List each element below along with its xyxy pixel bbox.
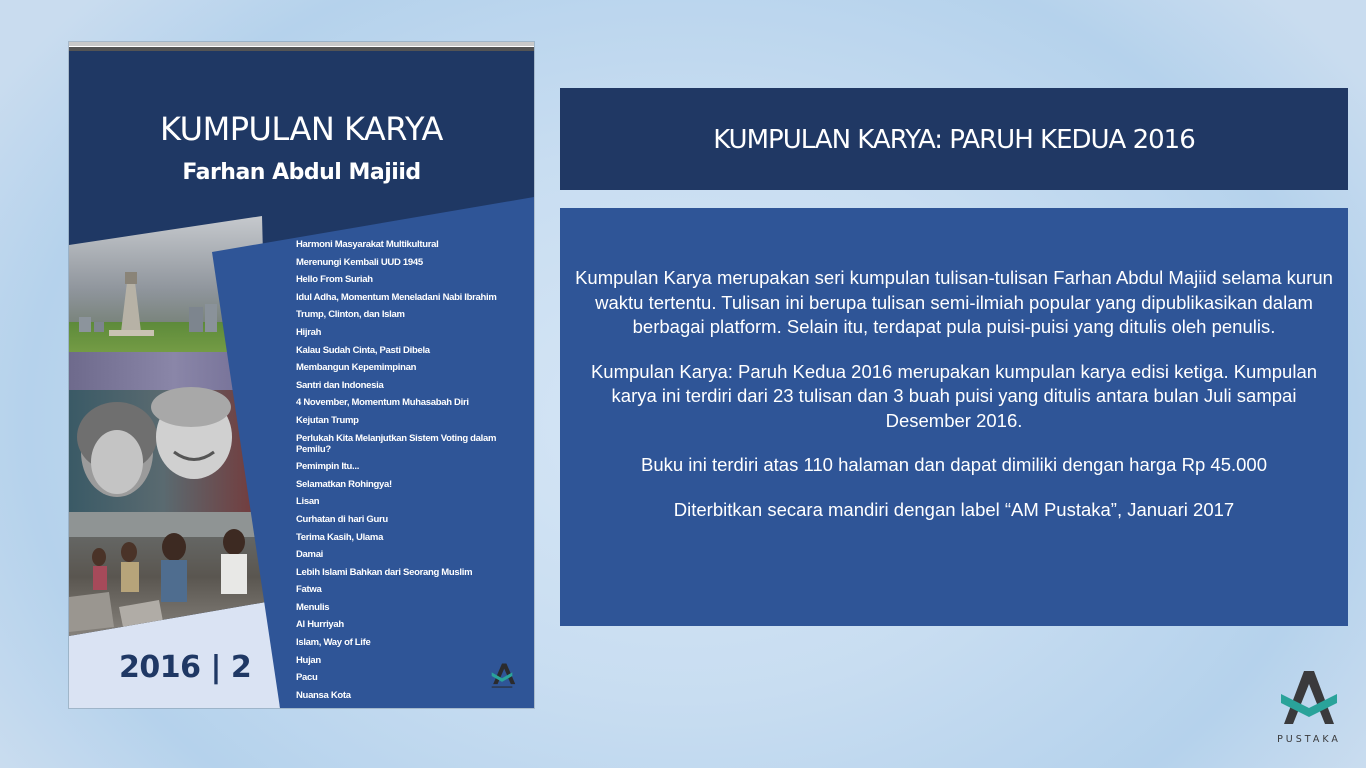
description-paragraph: Kumpulan Karya merupakan seri kumpulan tulisan-tulisan Farhan Abdul Majiid selama kurun waktu tertentu. Tulisan ini berupa tulisan semi-ilmiah popular yang dipublikasikan dalam berbagai platform. Selain itu, terdapat pula puisi-puisi yang ditulis oleh penulis. bbox=[575, 267, 1333, 337]
toc-item: Hello From Suriah bbox=[296, 274, 373, 286]
toc-item: Santri dan Indonesia bbox=[296, 379, 384, 391]
toc-item: Islam, Way of Life bbox=[296, 637, 371, 649]
toc-item: Kejutan Trump bbox=[296, 414, 359, 426]
table-of-contents bbox=[296, 239, 526, 707]
am-pustaka-logo-icon bbox=[1266, 668, 1352, 746]
toc-item: Curhatan di hari Guru bbox=[296, 513, 388, 525]
toc-item: Nuansa Kota bbox=[296, 689, 351, 701]
toc-item: Lisan bbox=[296, 496, 320, 508]
description-panel bbox=[560, 208, 1348, 626]
toc-item: Lebih Islami Bahkan dari Seorang Muslim bbox=[296, 566, 473, 578]
toc-item: Damai bbox=[296, 549, 324, 561]
toc-item: Menulis bbox=[296, 601, 330, 613]
book-cover bbox=[69, 42, 534, 708]
toc-item: Kalau Sudah Cinta, Pasti Dibela bbox=[296, 344, 430, 356]
title-banner bbox=[560, 88, 1348, 190]
toc-item: Perlukah Kita Melanjutkan Sistem Voting dalam Pemilu? bbox=[296, 432, 497, 455]
toc-item: Pemimpin Itu... bbox=[296, 461, 360, 473]
toc-item: Hujan bbox=[296, 654, 321, 666]
toc-item: Hijrah bbox=[296, 326, 322, 338]
brand-label: PUSTAKA bbox=[1277, 734, 1341, 745]
pustaka-logo-icon bbox=[487, 662, 517, 690]
toc-item: Al Hurriyah bbox=[296, 619, 344, 631]
brand-logo bbox=[1266, 668, 1352, 750]
description-paragraph: Buku ini terdiri atas 110 halaman dan dapat dimiliki dengan harga Rp 45.000 bbox=[641, 454, 1267, 475]
toc-item: Fatwa bbox=[296, 584, 322, 596]
cover-edition: 2016 | 2 bbox=[119, 650, 252, 685]
toc-item: Terima Kasih, Ulama bbox=[296, 531, 384, 543]
toc-item: 4 November, Momentum Muhasabah Diri bbox=[296, 397, 469, 409]
toc-item: Merenungi Kembali UUD 1945 bbox=[296, 256, 423, 268]
toc-item: Membangun Kepemimpinan bbox=[296, 362, 417, 374]
toc-item: Idul Adha, Momentum Meneladani Nabi Ibrahim bbox=[296, 291, 497, 303]
toc-item: Selamatkan Rohingya! bbox=[296, 478, 392, 490]
description-paragraph: Kumpulan Karya: Paruh Kedua 2016 merupakan kumpulan karya edisi ketiga. Kumpulan karya ini terdiri dari 23 tulisan dan 3 buah puisi yang ditulis antara bulan Juli sampai Desember 2016. bbox=[590, 360, 1318, 431]
toc-item: Pacu bbox=[296, 672, 318, 684]
page-title: KUMPULAN KARYA: PARUH KEDUA 2016 bbox=[713, 125, 1195, 155]
toc-item: Harmoni Masyarakat Multikultural bbox=[296, 239, 439, 250]
cover-title: KUMPULAN KARYA bbox=[160, 110, 443, 148]
toc-item: Trump, Clinton, dan Islam bbox=[296, 309, 405, 321]
cover-author: Farhan Abdul Majiid bbox=[182, 160, 421, 185]
description-paragraph: Diterbitkan secara mandiri dengan label “AM Pustaka”, Januari 2017 bbox=[673, 498, 1235, 520]
